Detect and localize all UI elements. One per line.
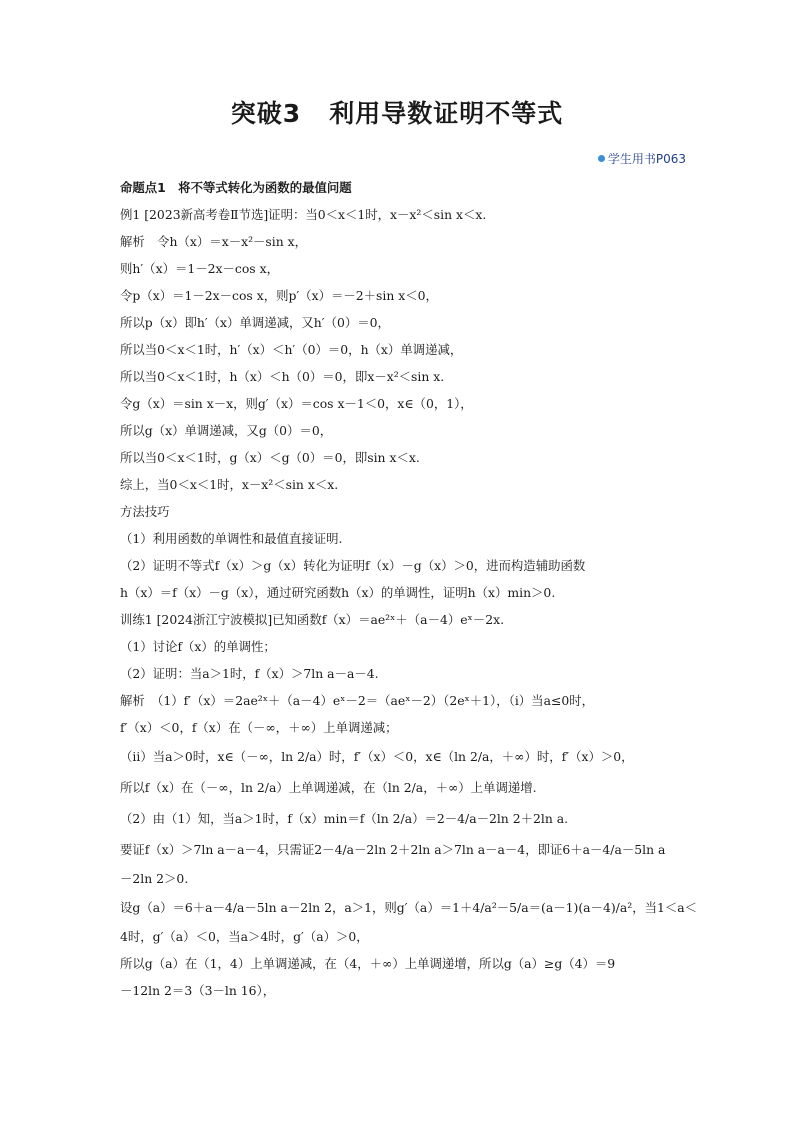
book-ref-text: 学生用书P063 [607, 152, 686, 166]
method-item: h（x）＝f（x）－g（x），通过研究函数h（x）的单调性，证明h（x）min＞0. [120, 585, 556, 600]
method-item: （2）证明不等式f（x）＞g（x）转化为证明f（x）－g（x）＞0，进而构造辅助函数 [120, 558, 586, 573]
solution-line: 所以当0＜x＜1时，h′（x）＜h′（0）＝0，h（x）单调递减， [120, 342, 463, 357]
solution-line: －12ln 2＝3（3－ln 16）， [120, 983, 276, 998]
solution-line: 设g（a）＝6＋a－4/a－5ln a－2ln 2，a＞1，则g′（a）＝1＋4/a²－5/a＝(a－1)(a－4)/a²，当1＜a＜ [120, 900, 698, 915]
bullet-dot-icon [598, 155, 605, 162]
solution-line: 所以g（x）单调递减，又g（0）＝0， [120, 423, 333, 438]
solution-line: 所以g（a）在（1，4）上单调递减，在（4，＋∞）上单调递增，所以g（a）≥g（4）＝9 [120, 956, 616, 971]
solution-line: （ⅱ）当a＞0时，x∈（－∞，ln 2/a）时，f′（x）＜0，x∈（ln 2/a，＋∞）时，f′（x）＞0， [120, 749, 634, 764]
method-heading: 方法技巧 [120, 504, 170, 519]
solution-line: 综上，当0＜x＜1时，x－x²＜sin x＜x. [120, 477, 339, 492]
solution-line: 要证f（x）＞7ln a－a－4，只需证2－4/a－2ln 2＋2ln a＞7ln a－a－4，即证6＋a－4/a－5ln a [120, 842, 666, 857]
solution-line: 4时，g′（a）＜0，当a＞4时，g′（a）＞0， [120, 929, 369, 944]
solution-line: 令p（x）＝1－2x－cos x，则p′（x）＝－2＋sin x＜0， [120, 288, 438, 303]
solution-line: 则h′（x）＝1－2x－cos x， [120, 261, 279, 276]
solution-line: 所以当0＜x＜1时，g（x）＜g（0）＝0，即sin x＜x. [120, 450, 420, 465]
section-heading: 命题点1 将不等式转化为函数的最值问题 [120, 180, 352, 195]
solution-line: 令g（x）＝sin x－x，则g′（x）＝cos x－1＜0，x∈（0，1）， [120, 396, 473, 411]
document-body [120, 174, 698, 1004]
solution-line: －2ln 2＞0. [120, 871, 189, 886]
solution-line: f′（x）＜0，f（x）在（－∞，＋∞）上单调递减； [120, 720, 398, 735]
book-reference [598, 150, 686, 167]
solution-line: 解析 令h（x）＝x－x²－sin x， [120, 234, 308, 249]
solution-line: 所以f（x）在（－∞，ln 2/a）上单调递减，在（ln 2/a，＋∞）上单调递增. [120, 780, 537, 795]
title-main: 突破3 [230, 99, 302, 128]
page-title [0, 94, 794, 130]
example-statement: 例1 [2023新高考卷Ⅱ节选]证明：当0＜x＜1时，x－x²＜sin x＜x. [120, 207, 487, 222]
exercise-part: （2）证明：当a＞1时，f（x）＞7ln a－a－4. [120, 666, 379, 681]
title-sub: 利用导数证明不等式 [329, 99, 564, 128]
solution-line: （2）由（1）知，当a＞1时，f（x）min＝f（ln 2/a）＝2－4/a－2ln 2＋2ln a. [120, 811, 569, 826]
solution-line: 解析 （1）f′（x）＝2ae²ˣ＋（a－4）eˣ－2＝（aeˣ－2）（2eˣ＋1），（ⅰ）当a≤0时， [120, 693, 595, 708]
solution-line: 所以当0＜x＜1时，h（x）＜h（0）＝0，即x－x²＜sin x. [120, 369, 445, 384]
exercise-part: （1）讨论f（x）的单调性； [120, 639, 276, 654]
method-item: （1）利用函数的单调性和最值直接证明. [120, 531, 343, 546]
exercise-statement: 训练1 [2024浙江宁波模拟]已知函数f（x）＝ae²ˣ＋（a－4）eˣ－2x. [120, 612, 505, 627]
solution-line: 所以p（x）即h′（x）单调递减，又h′（0）＝0， [120, 315, 390, 330]
